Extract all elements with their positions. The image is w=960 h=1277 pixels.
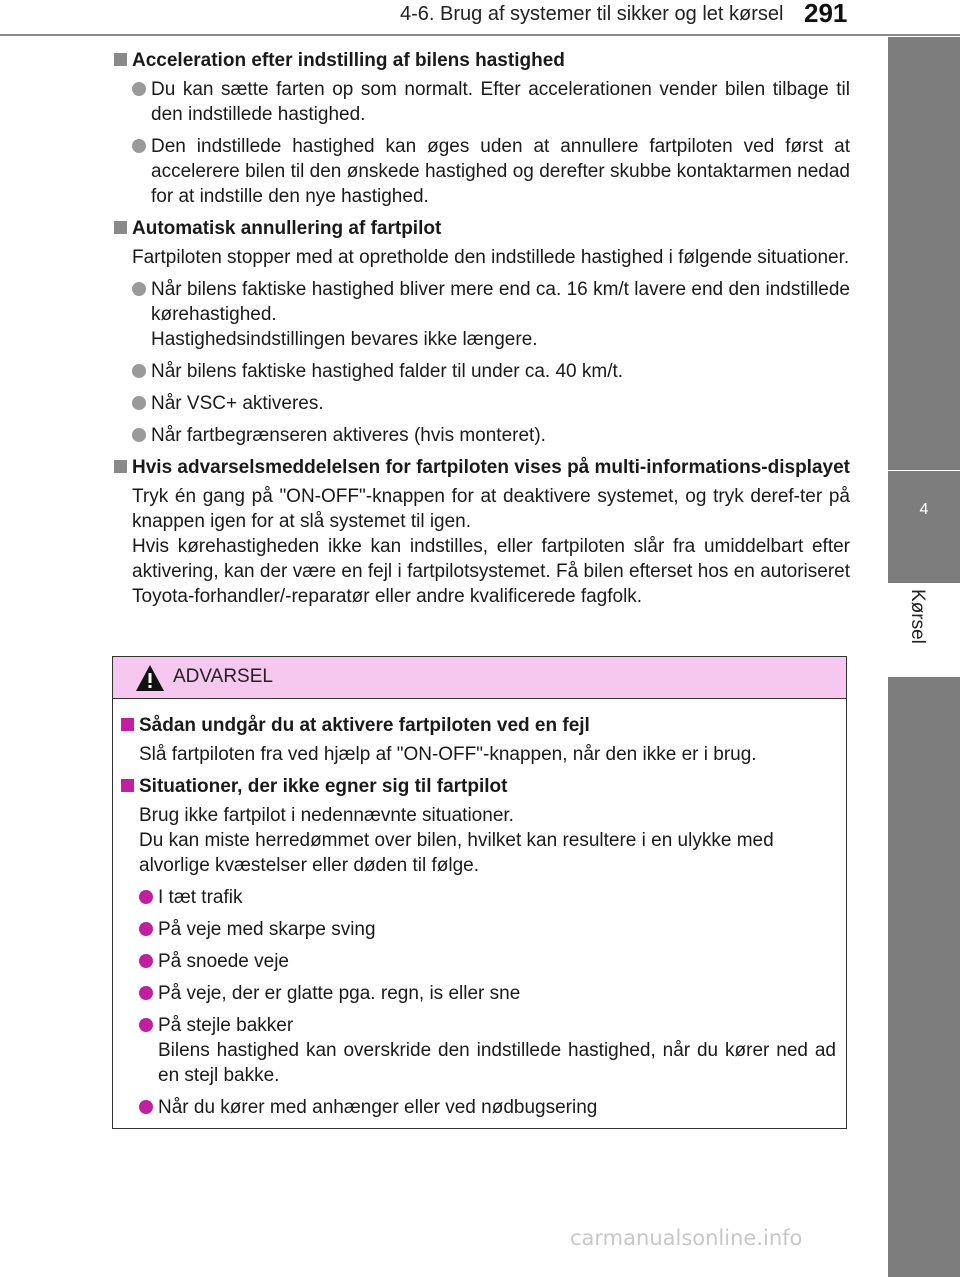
- list-item: [114, 277, 850, 352]
- chapter-number: 4: [919, 501, 929, 518]
- list-item: [114, 77, 850, 127]
- list-item: [114, 134, 850, 209]
- section-heading: [114, 216, 850, 241]
- list-item-text: Du kan sætte farten op som normalt. Efter accelerationen vender bilen tilbage til den indstillede hastighed.: [151, 79, 850, 125]
- round-bullet-icon: [132, 428, 146, 442]
- round-bullet-icon: [139, 922, 153, 936]
- warning-list-item-text: Når du kører med anhænger eller ved nødbugsering: [158, 1097, 598, 1118]
- header-divider: [0, 34, 960, 36]
- section-acceleration: [114, 48, 850, 209]
- list-item: [114, 391, 850, 416]
- list-item-text: Når VSC+ aktiveres.: [151, 393, 324, 414]
- section-intro-text: Fartpiloten stopper med at opretholde den indstillede hastighed i følgende situationer.: [132, 247, 850, 268]
- section-heading: [114, 455, 850, 480]
- warning-list-item: [121, 981, 836, 1006]
- section-intro: [114, 484, 850, 609]
- section-intro: [114, 245, 850, 270]
- warning-list-item: [121, 885, 836, 910]
- section-intro-text: Tryk én gang på "ON-OFF"-knappen for at deaktivere systemet, og tryk deref-ter på knappen igen for at slå systemet til igen. Hvis kørehastigheden ikke kan indstilles, eller fartpiloten slår fra umiddelbart efter aktivering, kan der være en fejl i fartpilotsystemet. Få bilen efterset hos en autoriseret Toyota-forhandler/-reparatør eller andre kvalificerede fagfolk.: [132, 486, 850, 607]
- round-bullet-icon: [132, 396, 146, 410]
- round-bullet-icon: [139, 1018, 153, 1032]
- list-item-text: Når bilens faktiske hastighed bliver mere end ca. 16 km/t lavere end den indstillede kørehastighed. Hastighedsindstillingen bevares ikke længere.: [151, 279, 850, 350]
- warning-text: Slå fartpiloten fra ved hjælp af "ON-OFF"-knappen, når den ikke er i brug.: [139, 744, 757, 765]
- warning-heading: [121, 774, 836, 799]
- round-bullet-icon: [132, 139, 146, 153]
- warning-list-item: [121, 1095, 836, 1120]
- running-header: 4-6. Brug af systemer til sikker og let kørsel: [400, 3, 784, 25]
- page-number: 291: [804, 0, 848, 28]
- warning-triangle-icon: [135, 664, 165, 692]
- square-bullet-icon: [121, 779, 134, 792]
- section-heading-text: Acceleration efter indstilling af bilens hastighed: [132, 50, 565, 71]
- round-bullet-icon: [132, 282, 146, 296]
- list-item: [114, 359, 850, 384]
- list-item-text: Den indstillede hastighed kan øges uden at annullere fartpiloten ved først at accelerere bilen til den ønskede hastighed og derefter skubbe kontaktarmen nedad for at indstille den nye hastighed.: [151, 136, 850, 207]
- square-bullet-icon: [114, 53, 127, 66]
- square-bullet-icon: [114, 460, 127, 473]
- list-item-text: Når fartbegrænseren aktiveres (hvis monteret).: [151, 425, 546, 446]
- warning-text: Brug ikke fartpilot i nedennævnte situationer. Du kan miste herredømmet over bilen, hvilket kan resultere i en ulykke med alvorlige kvæstelser eller døden til følge.: [139, 805, 774, 876]
- list-item-text: Når bilens faktiske hastighed falder til under ca. 40 km/t.: [151, 361, 624, 382]
- section-auto-cancel: [114, 216, 850, 448]
- warning-list-item: [121, 949, 836, 974]
- chapter-label: Kørsel: [907, 589, 928, 644]
- warning-heading-text: Situationer, der ikke egner sig til fartpilot: [139, 776, 508, 797]
- warning-list-item: [121, 917, 836, 942]
- round-bullet-icon: [139, 986, 153, 1000]
- warning-box: [112, 656, 847, 1129]
- warning-heading: [121, 713, 836, 738]
- square-bullet-icon: [114, 221, 127, 234]
- section-warning-message: [114, 455, 850, 609]
- round-bullet-icon: [139, 1100, 153, 1114]
- warning-heading-text: Sådan undgår du at aktivere fartpiloten ved en fejl: [139, 715, 590, 736]
- side-tab-block-bottom: [888, 677, 960, 1277]
- warning-list-item-text: På stejle bakker Bilens hastighed kan overskride den indstillede hastighed, når du kører ned ad en stejl bakke.: [158, 1015, 836, 1086]
- side-tab-active-block: [888, 471, 960, 583]
- section-heading: [114, 48, 850, 73]
- round-bullet-icon: [132, 82, 146, 96]
- warning-title: ADVARSEL: [173, 666, 273, 687]
- chapter-side-tab: [888, 37, 960, 1262]
- round-bullet-icon: [139, 954, 153, 968]
- section-heading-text: Automatisk annullering af fartpilot: [132, 218, 442, 239]
- warning-list-item-text: På veje, der er glatte pga. regn, is eller sne: [158, 983, 521, 1004]
- warning-list-item-text: På veje med skarpe sving: [158, 919, 376, 940]
- warning-list-item-text: På snoede veje: [158, 951, 289, 972]
- list-item: [114, 423, 850, 448]
- watermark: carmanualsonline.info: [570, 1226, 803, 1250]
- round-bullet-icon: [132, 364, 146, 378]
- round-bullet-icon: [139, 890, 153, 904]
- warning-list-item: [121, 1013, 836, 1088]
- warning-header: [113, 657, 846, 699]
- square-bullet-icon: [121, 718, 134, 731]
- warning-list-item-text: I tæt trafik: [158, 887, 243, 908]
- side-tab-block-top: [888, 37, 960, 470]
- section-heading-text: Hvis advarselsmeddelelsen for fartpiloten vises på multi-informations-displayet: [132, 457, 850, 478]
- main-content: [114, 48, 850, 616]
- warning-body: [113, 699, 846, 1120]
